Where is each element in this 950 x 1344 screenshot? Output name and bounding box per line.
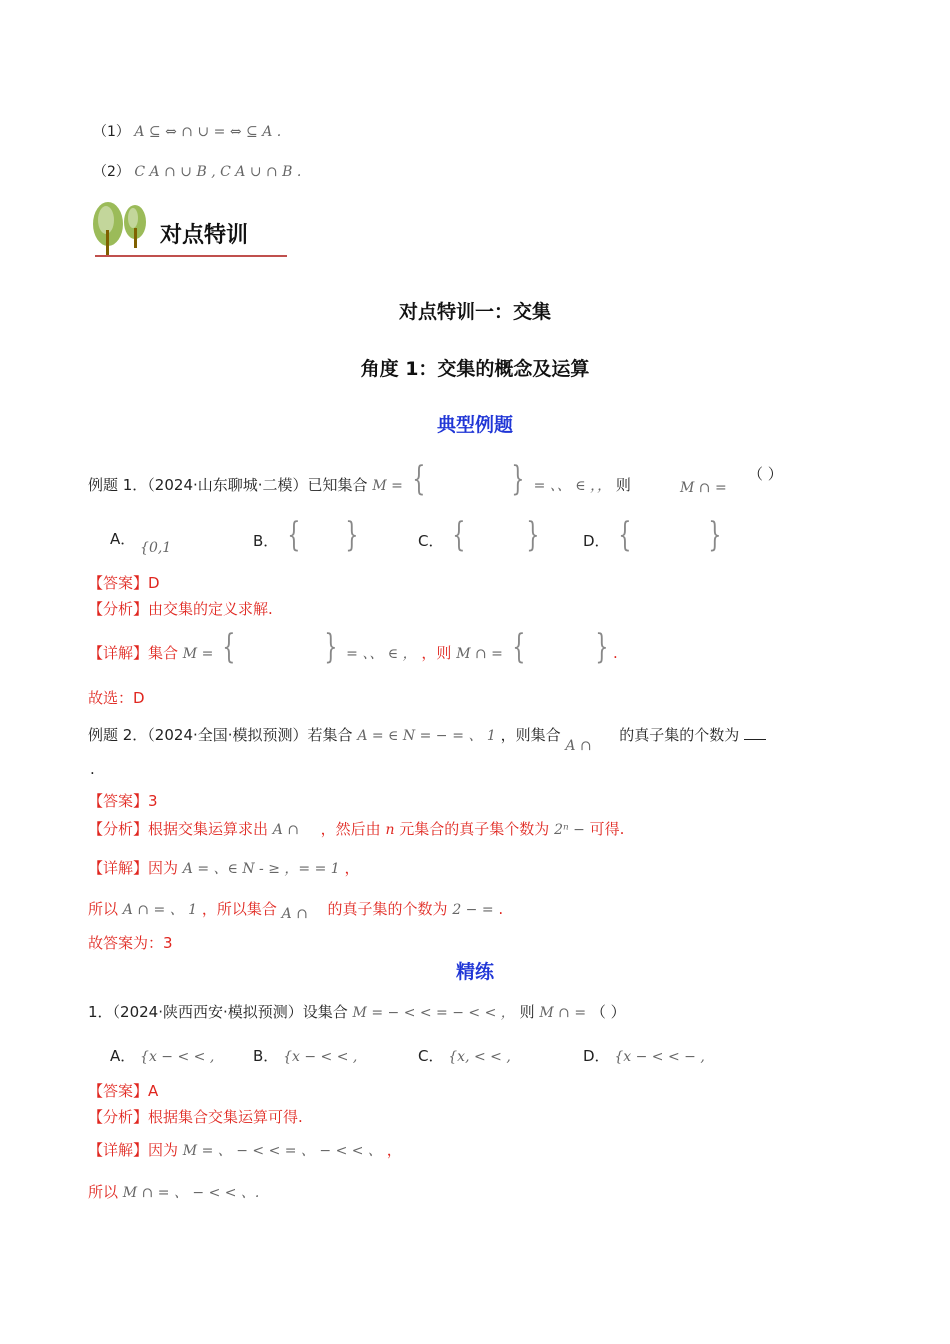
ex2-so-math-3: 2 − = — [452, 902, 494, 918]
ex2-analysis — [88, 818, 624, 839]
ex2-period: . — [90, 760, 95, 778]
p1-detail-prefix: 【详解】因为 — [88, 1141, 179, 1159]
ex2-stem-mid: ，则集合 — [500, 726, 561, 744]
p1-stem-then: 则 — [519, 1003, 535, 1021]
p1-stem-math-1: M = − < < = − < < ， — [352, 1005, 515, 1021]
ex1-option-b — [253, 515, 362, 555]
p1-option-b-label: B． — [253, 1047, 279, 1065]
p1-option-c-math: {x, < < , — [448, 1049, 511, 1065]
ex2-conclusion: 故答案为：3 — [88, 934, 173, 952]
answer-blank — [744, 725, 766, 740]
p1-detail-end: ， — [386, 1141, 402, 1159]
ex1-stem — [88, 459, 631, 499]
practice-header: 精练 — [455, 961, 494, 983]
p1-option-c-label: C． — [418, 1047, 444, 1065]
ex2-so — [88, 898, 504, 922]
brace-left: { — [411, 459, 425, 499]
property-2-expr: C A ∩ ∪ B , C A ∪ ∩ B . — [134, 164, 302, 180]
ex1-option-a-label: A． — [110, 530, 136, 548]
p1-stem-math-2: M ∩ = — [539, 1005, 587, 1021]
banner-underline — [95, 255, 287, 257]
ex1-detail-math-3: M ∩ = — [456, 646, 503, 662]
p1-so — [88, 1181, 259, 1202]
ex2-answer: 【答案】3 — [88, 792, 158, 810]
ex1-stem-math-2: = 、、 ∈ ，， — [533, 478, 612, 494]
p1-option-b-math: {x − < < , — [283, 1049, 358, 1065]
brace-right: } — [511, 459, 525, 499]
ex1-stem-math-3: M ∩ = — [680, 480, 727, 496]
p1-option-d — [583, 1045, 705, 1066]
ex1-option-d — [583, 515, 726, 555]
brace-left: { — [512, 627, 525, 667]
ex2-stem-math-3: A ∩ — [565, 738, 592, 754]
ex2-so-end: . — [498, 900, 504, 918]
property-1-expr: A ⊆ ⇔ ∩ ∪ = ⇔ ⊆ A . — [134, 124, 282, 140]
ex2-stem-suffix: 的真子集的个数为 — [619, 726, 740, 744]
p1-stem — [88, 1001, 626, 1022]
ex1-stem-prefix: 例题 1．（2024·山东聊城·二模）已知集合 — [88, 476, 368, 494]
ex1-analysis: 【分析】由交集的定义求解. — [88, 600, 273, 618]
p1-option-a-math: {x − < < , — [140, 1049, 215, 1065]
ex2-analysis-3: 元集合的真子集个数为 — [399, 820, 550, 838]
p1-option-d-math: {x − < < − , — [614, 1049, 705, 1065]
ex1-stem-then: 则 — [615, 476, 631, 494]
property-2-label: （2） — [93, 164, 130, 180]
ex1-detail-end: . — [612, 644, 618, 662]
p1-option-a — [110, 1045, 214, 1066]
ex2-so-2: ，所以集合 — [201, 900, 277, 918]
p1-answer: 【答案】A — [88, 1082, 159, 1100]
ex2-stem — [88, 724, 766, 754]
p1-detail — [88, 1139, 402, 1160]
tree-icon — [90, 200, 160, 258]
section-banner — [90, 200, 290, 260]
ex1-detail-prefix: 【详解】集合 — [88, 644, 179, 662]
ex2-detail-1: 【详解】因为 — [88, 859, 179, 877]
banner-title: 对点特训 — [160, 223, 249, 248]
ex1-detail — [88, 627, 618, 667]
brace-left: { — [452, 515, 466, 555]
ex1-detail-then: ，则 — [421, 644, 452, 662]
p1-so-math: M ∩ = 、 − < < 、. — [122, 1185, 260, 1201]
brace-right: } — [526, 515, 540, 555]
brace-right: } — [708, 515, 722, 555]
ex1-option-d-label: D． — [583, 532, 610, 550]
ex2-analysis-4: 可得. — [589, 820, 625, 838]
angle-title: 角度 1：交集的概念及运算 — [360, 358, 590, 380]
brace-left: { — [287, 515, 301, 555]
ex2-detail-math-1: A = 、∈ N - ≥ ，= = 1 — [182, 861, 340, 877]
section-title: 对点特训一：交集 — [398, 301, 551, 323]
ex2-analysis-math-1: A ∩ — [272, 822, 300, 838]
ex1-option-a-math: {0,1 — [140, 540, 172, 556]
ex2-so-math-1: A ∩ = 、 1 — [122, 902, 198, 918]
ex1-option-a — [110, 528, 172, 556]
p1-option-c — [418, 1045, 511, 1066]
brace-left: { — [222, 627, 236, 667]
ex2-analysis-2: ，然后由 — [320, 820, 381, 838]
ex2-so-math-2: A ∩ — [281, 906, 308, 922]
ex2-analysis-math-2: n — [385, 822, 395, 838]
brace-right: } — [595, 627, 609, 667]
ex1-detail-math-2: = 、、 ∈ ， — [346, 646, 417, 662]
ex1-detail-math-1: M = — [182, 646, 214, 662]
ex1-option-b-label: B． — [253, 532, 279, 550]
ex2-detail — [88, 857, 359, 878]
ex1-conclusion: 故选：D — [88, 689, 145, 707]
ex1-answer: 【答案】D — [88, 574, 160, 592]
ex2-so-3: 的真子集的个数为 — [327, 900, 448, 918]
ex1-paren: （ ） — [748, 465, 783, 483]
p1-detail-math: M = 、 − < < = 、 − < < 、 — [182, 1143, 382, 1159]
p1-option-b — [253, 1045, 357, 1066]
p1-option-a-label: A． — [110, 1047, 136, 1065]
ex1-option-c-label: C． — [418, 532, 444, 550]
ex2-stem-math-1: A = ∈ N = − — [357, 728, 448, 744]
ex2-stem-prefix: 例题 2．（2024·全国·模拟预测）若集合 — [88, 726, 353, 744]
ex1-option-c — [418, 515, 544, 555]
property-1-label: （1） — [93, 124, 130, 140]
brace-right: } — [324, 627, 338, 667]
ex2-analysis-math-3: 2ⁿ − — [554, 822, 585, 838]
ex2-detail-2: ， — [344, 859, 360, 877]
p1-analysis: 【分析】根据集合交集运算可得. — [88, 1108, 303, 1126]
ex1-stem-math-1: M = — [372, 478, 403, 494]
brace-right: } — [345, 515, 359, 555]
ex2-analysis-1: 【分析】根据交集运算求出 — [88, 820, 269, 838]
p1-option-d-label: D． — [583, 1047, 610, 1065]
brace-left: { — [618, 515, 632, 555]
ex2-so-1: 所以 — [88, 900, 119, 918]
ex2-stem-math-2: = 、 1 — [452, 728, 496, 744]
property-2 — [93, 161, 301, 181]
p1-paren: （ ） — [590, 1003, 626, 1021]
property-1 — [93, 121, 281, 141]
p1-so-prefix: 所以 — [88, 1183, 119, 1201]
p1-stem-prefix: 1．（2024·陕西西安·模拟预测）设集合 — [88, 1003, 348, 1021]
typical-header: 典型例题 — [436, 414, 513, 436]
